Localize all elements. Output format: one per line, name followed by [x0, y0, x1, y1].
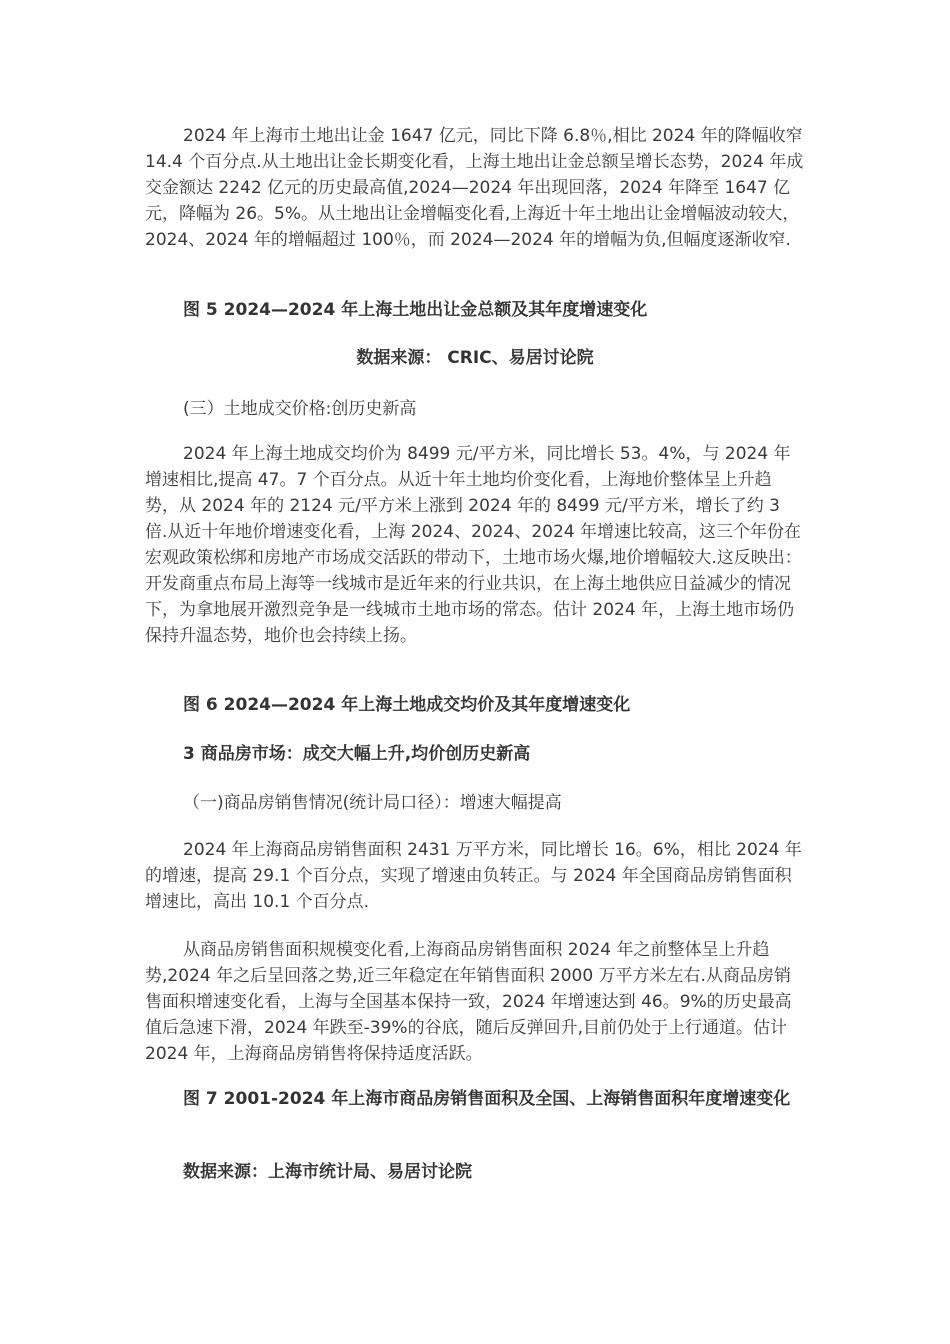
paragraph-housing-sales: 2024 年上海商品房销售面积 2431 万平方米，同比增长 16。6%，相比 2024 年的增速，提高 29.1 个百分点，实现了增速由负转正。与 2024 年全国商品房销售面积增速比，高出 10.1 个百分点.	[145, 840, 802, 912]
figure-7-caption: 图 7 2001-2024 年上海市商品房销售面积及全国、上海销售面积年度增速变化	[183, 1089, 791, 1109]
chapter-heading-housing-market: 3 商品房市场：成交大幅上升,均价创历史新高	[183, 744, 531, 764]
figure-5-caption: 图 5 2024—2024 年上海土地出让金总额及其年度增速变化	[183, 300, 648, 320]
section-heading-housing-sales: （一)商品房销售情况(统计局口径）：增速大幅提高	[183, 793, 562, 813]
paragraph-sales-trend: 从商品房销售面积规模变化看,上海商品房销售面积 2024 年之前整体呈上升趋势,2024 年之后呈回落之势,近三年稳定在年销售面积 2000 万平方米左右.从商品房销售面积增速变化看，上海与全国基本保持一致，2024 年增速达到 46。9%的历史最高值后急速下滑，2024 年跌至-39%的谷底，随后反弹回升,目前仍处于上行通道。估计 2024 年，上海商品房销售将保持适度活跃。	[145, 940, 792, 1064]
figure-6-caption: 图 6 2024—2024 年上海土地成交均价及其年度增速变化	[183, 695, 631, 715]
section-heading-land-price: (三）土地成交价格:创历史新高	[183, 399, 417, 419]
paragraph-land-revenue: 2024 年上海市土地出让金 1647 亿元，同比下降 6.8％,相比 2024 年的降幅收窄 14.4 个百分点.从土地出让金长期变化看，上海土地出让金总额呈增长态势，2024 年成交金额达 2242 亿元的历史最高值,2024—2024 年出现回落，2024 年降至 1647 亿元，降幅为 26。5%。从土地出让金增幅变化看,上海近十年土地出让金增幅波动较大，2024、2024 年的增幅超过 100％，而 2024—2024 年的增幅为负,但幅度逐渐收窄.	[145, 126, 804, 250]
paragraph-land-price: 2024 年上海土地成交均价为 8499 元/平方米，同比增长 53。4%，与 2024 年增速相比,提高 47。7 个百分点。从近十年土地均价变化看，上海地价整体呈上升趋势，从 2024 年的 2124 元/平方米上涨到 2024 年的 8499 元/平方米，增长了约 3 倍.从近十年地价增速变化看，上海 2024、2024、2024 年增速比较高，这三个年份在宏观政策松绑和房地产市场成交活跃的带动下，土地市场火爆,地价增幅较大.这反映出：开发商重点布局上海等一线城市是近年来的行业共识，在上海土地供应日益减少的情况下，为拿地展开激烈竞争是一线城市土地市场的常态。估计 2024 年，上海土地市场仍保持升温态势，地价也会持续上扬。	[145, 444, 802, 646]
figure-7-source: 数据来源：上海市统计局、易居讨论院	[183, 1162, 472, 1182]
figure-5-source: 数据来源： CRIC、易居讨论院	[356, 348, 594, 368]
